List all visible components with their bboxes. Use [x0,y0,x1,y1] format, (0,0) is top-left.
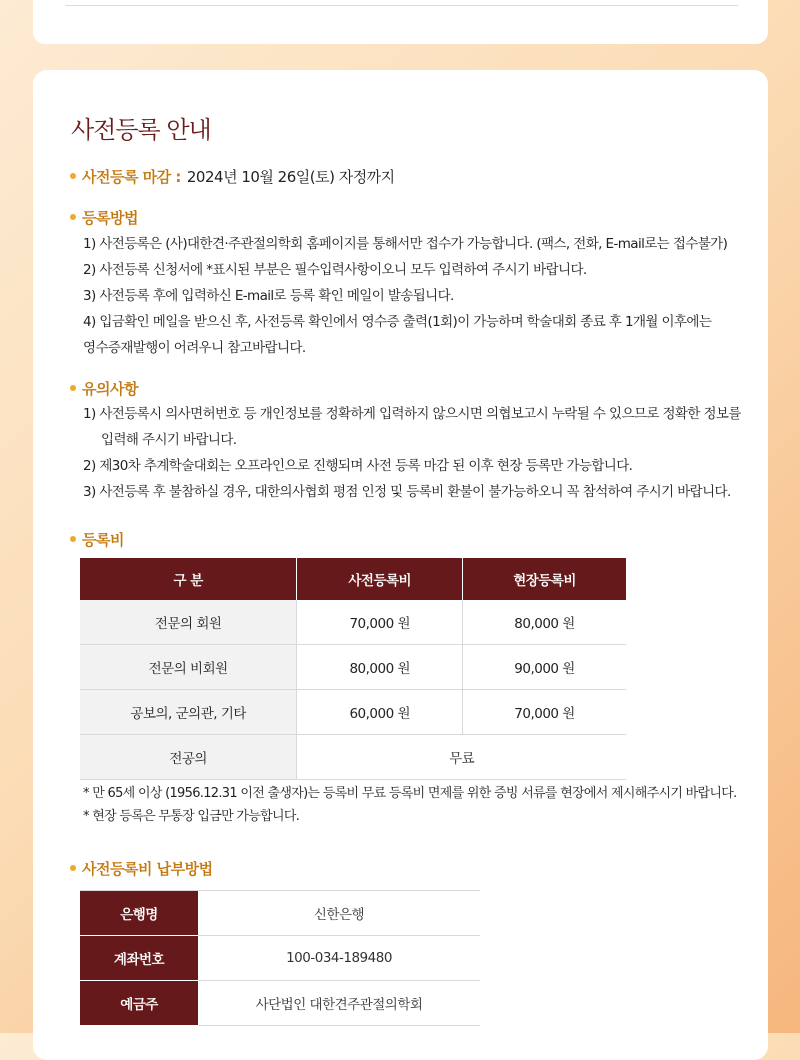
list-item: 2) 사전등록 신청서에 *표시된 부분은 필수입력사항이오니 모두 입력하여 주시기 바랍니다. [83,262,587,278]
bank-name-label: 은행명 [80,891,198,936]
bullet-icon [70,385,76,391]
notice-heading [70,378,138,399]
list-item: 3) 사전등록 후에 입력하신 E-mail로 등록 확인 메일이 발송됩니다. [83,288,454,304]
table-row [80,891,480,936]
list-item: 4) 입금확인 메일을 받으신 후, 사전등록 확인에서 영수증 출력(1회)이 가능하며 학술대회 종료 후 1개월 이후에는 [83,314,712,330]
table-row [80,735,626,780]
onsite-fee: 90,000 원 [463,645,626,690]
account-number-value: 100-034-189480 [198,936,480,981]
table-row [80,645,626,690]
list-item: 1) 사전등록시 의사면허번호 등 개인정보를 정확하게 입력하지 않으시면 의협보고시 누락될 수 있으므로 정확한 정보를 [83,406,741,422]
page-title: 사전등록 안내 [71,116,211,144]
deadline-value: 2024년 10월 26일(토) 자정까지 [186,168,395,186]
deadline-row [70,166,395,187]
account-holder-value: 사단법인 대한견주관절의학회 [198,981,480,1026]
fee-heading-label: 등록비 [82,531,124,549]
onsite-fee: 80,000 원 [463,600,626,645]
onsite-fee: 70,000 원 [463,690,626,735]
table-header-row [80,558,626,600]
pre-fee: 80,000 원 [297,645,463,690]
list-item: 1) 사전등록은 (사)대한견·주관절의학회 홈페이지를 통해서만 접수가 가능합니다. (팩스, 전화, E-mail로는 접수불가) [83,236,728,252]
note-item: * 현장 등록은 무통장 입금만 가능합니다. [83,809,300,824]
fee-category: 전문의 비회원 [80,645,297,690]
list-item: 입력해 주시기 바랍니다. [101,432,237,448]
list-item: 영수증재발행이 어려우니 참고바랍니다. [83,340,306,356]
table-row [80,690,626,735]
note-item: * 만 65세 이상 (1956.12.31 이전 출생자)는 등록비 무료 등록비 면제를 위한 증빙 서류를 현장에서 제시해주시기 바랍니다. [83,786,737,801]
fee-category: 전공의 [80,735,297,780]
pre-fee: 60,000 원 [297,690,463,735]
account-holder-label: 예금주 [80,981,198,1026]
bullet-icon [70,536,76,542]
divider [65,5,738,6]
bank-name-value: 신한은행 [198,891,480,936]
fee-category: 전문의 회원 [80,600,297,645]
notice-heading-label: 유의사항 [82,380,138,398]
payment-heading [70,858,213,879]
method-heading-label: 등록방법 [82,209,138,227]
bullet-icon [70,173,76,179]
payment-heading-label: 사전등록비 납부방법 [82,860,213,878]
method-list [83,231,727,361]
resident-fee: 무료 [297,735,626,780]
column-header: 구 분 [80,558,297,600]
account-number-label: 계좌번호 [80,936,198,981]
pre-fee: 70,000 원 [297,600,463,645]
notice-list [83,401,741,505]
table-row [80,981,480,1026]
method-heading [70,207,138,228]
fee-heading [70,529,124,550]
fee-table [80,558,626,780]
payment-table [80,890,480,1026]
deadline-label: 사전등록 마감 : [82,168,181,186]
bullet-icon [70,214,76,220]
previous-section-card [33,0,768,44]
column-header: 사전등록비 [297,558,463,600]
list-item: 3) 사전등록 후 불참하실 경우, 대한의사협회 평점 인정 및 등록비 환불이 불가능하오니 꼭 참석하여 주시기 바랍니다. [83,484,731,500]
list-item: 2) 제30차 추계학술대회는 오프라인으로 진행되며 사전 등록 마감 된 이후 현장 등록만 가능합니다. [83,458,633,474]
table-row [80,936,480,981]
bullet-icon [70,865,76,871]
pre-registration-card [33,70,768,1060]
fee-category: 공보의, 군의관, 기타 [80,690,297,735]
table-row [80,600,626,645]
fee-notes [83,782,737,828]
column-header: 현장등록비 [463,558,626,600]
